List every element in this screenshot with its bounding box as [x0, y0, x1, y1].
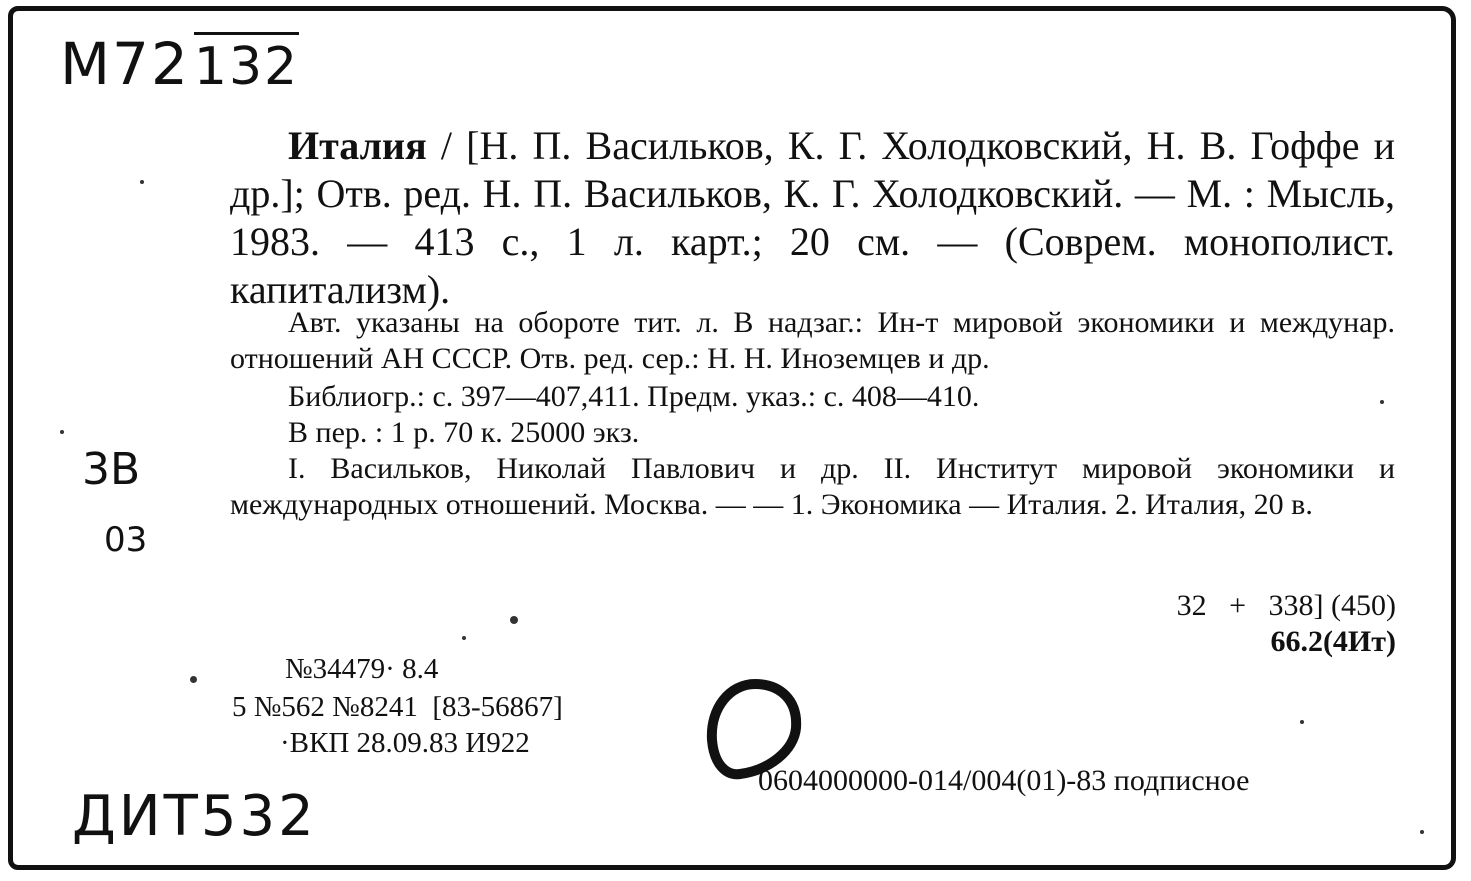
handwritten-call-number — [60, 30, 299, 98]
classification-line-1: 32 + 338] (450) — [1176, 589, 1396, 622]
bibliographic-entry — [230, 122, 1395, 314]
classification-line-2: 66.2(4Ит) — [1270, 625, 1396, 658]
entry-notes — [230, 305, 1395, 523]
call-number-main: М72 — [60, 30, 190, 98]
handwritten-mark-03: 03 — [104, 520, 148, 560]
note-bibliography: Библиогр.: с. 397—407,411. Предм. указ.: с. 408—410. — [288, 380, 980, 413]
registration-line-3: ·ВКП 28.09.83 И922 — [280, 727, 530, 759]
entry-title: Италия — [288, 123, 427, 168]
speck — [1300, 720, 1304, 724]
speck — [510, 616, 518, 624]
speck — [60, 430, 64, 434]
classification-index — [1177, 588, 1396, 660]
speck — [1380, 400, 1384, 404]
note-authors: Авт. указаны на обороте тит. л. В надзаг.: Ин-т мировой экономики и междунар. отношений АН СССР. Отв. ред. сер.: Н. Н. Иноземцев и др. — [230, 306, 1395, 375]
speck — [1420, 830, 1424, 834]
speck — [140, 180, 144, 184]
entry-main-text: / [Н. П. Васильков, К. Г. Холодковский, Н. В. Гоффе и др.]; Отв. ред. Н. П. Васильков, К. Г. Холодковский. — М. : Мысль, 1983. — 413 с., 1 л. карт.; 20 см. — (Соврем. монополист. капитализм). — [230, 123, 1396, 312]
handwritten-mark-3b: 3В — [82, 444, 141, 495]
registration-line-2: 5 №562 №8241 [83-56867] — [232, 691, 563, 723]
call-number-fraction: 132 — [194, 32, 299, 97]
speck — [190, 676, 197, 683]
handwritten-bottom-code: ДИТ532 — [72, 784, 317, 849]
registration-line-1: №34479· 8.4 — [285, 653, 439, 685]
speck — [462, 636, 466, 640]
note-price: В пер. : 1 р. 70 к. 25000 экз. — [288, 416, 640, 449]
card-code-line: 0604000000-014/004(01)-83 подписное — [758, 764, 1250, 797]
note-subjects: I. Васильков, Николай Павлович и др. II. Институт мировой экономики и международных отношений. Москва. — — 1. Экономика — Италия. 2. Италия, 20 в. — [230, 452, 1395, 521]
